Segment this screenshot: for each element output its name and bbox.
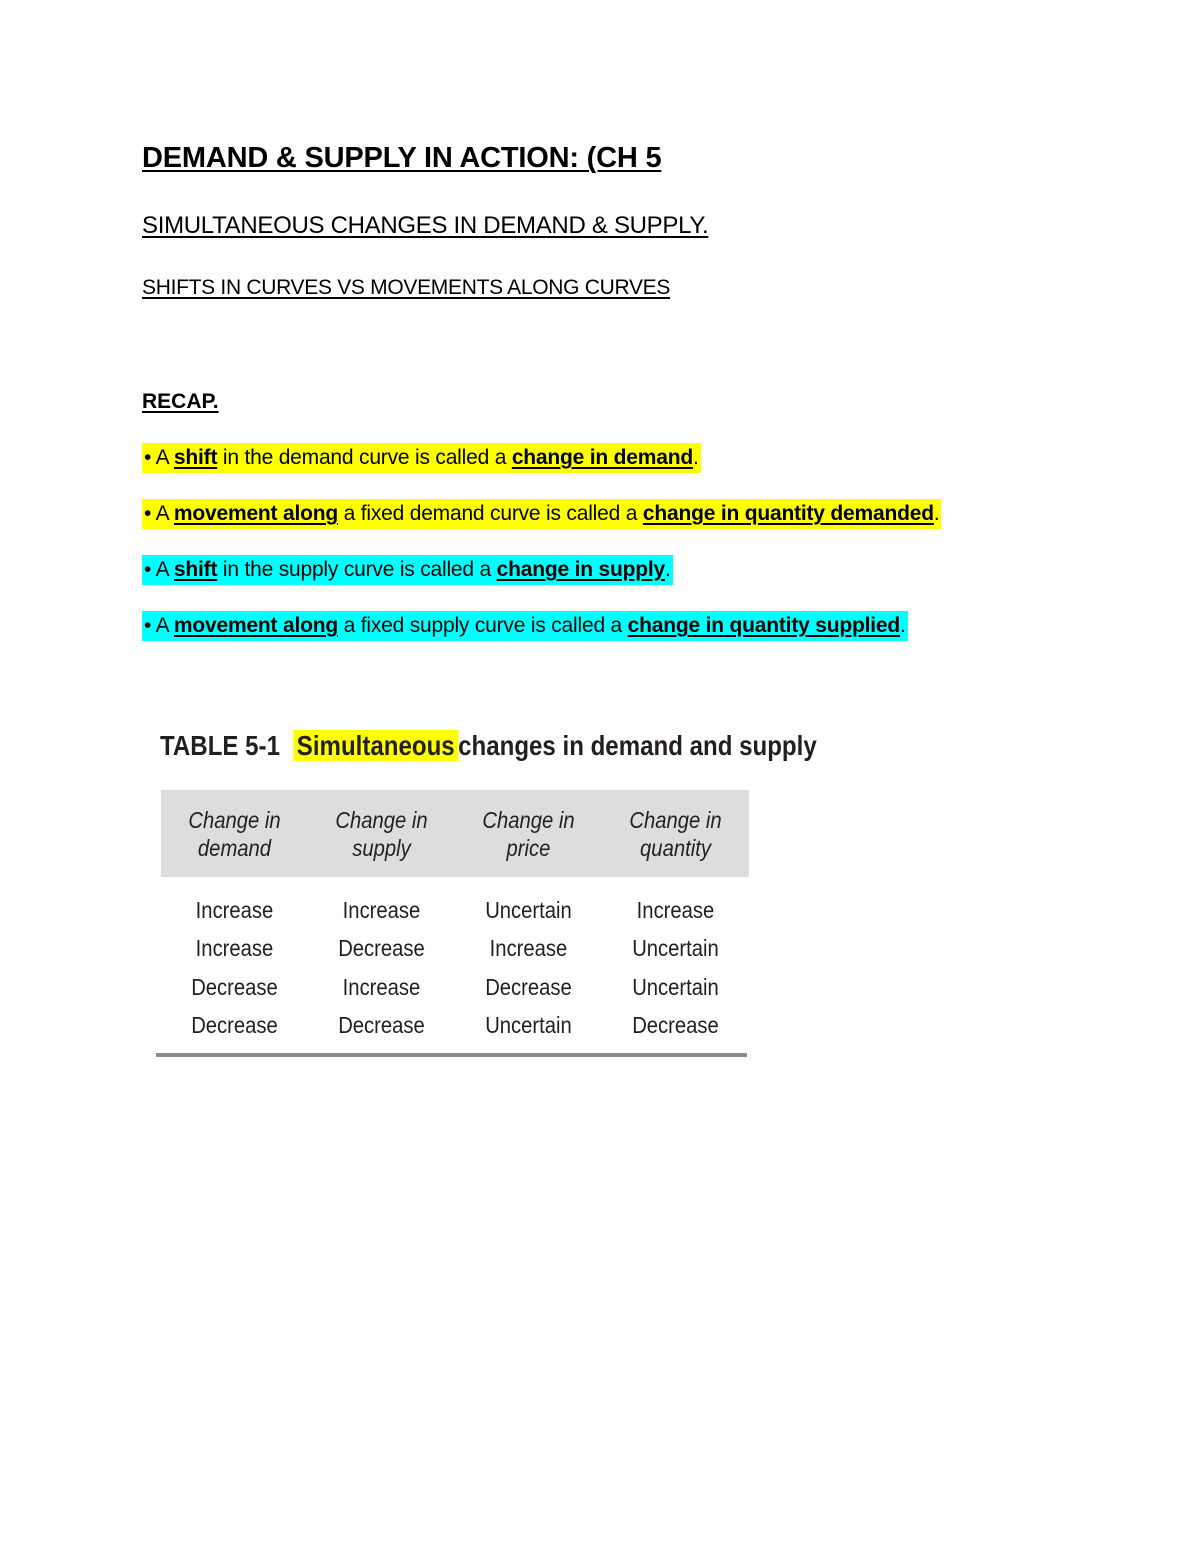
table-caption — [160, 730, 817, 762]
bullet-term: movement along — [173, 502, 338, 525]
bullet-prefix: • A — [144, 446, 174, 469]
bullet-suffix: . — [693, 446, 699, 469]
table-header-cell — [170, 806, 299, 862]
bullet-middle: a fixed supply curve is called a — [337, 614, 628, 637]
bullet-suffix: . — [899, 614, 906, 637]
table-cell: Increase — [342, 973, 421, 1000]
bullet-middle: in the supply curve is called a — [217, 558, 497, 581]
table-title-highlight: Simultaneous — [293, 730, 458, 761]
table-header-cell — [317, 806, 446, 862]
header-line: demand — [197, 834, 272, 861]
bullet-term: shift — [173, 558, 218, 581]
table-header-cell — [464, 806, 593, 862]
changes-table — [161, 790, 749, 1045]
table-cell: Uncertain — [632, 935, 719, 962]
recap-bullet-4 — [142, 611, 908, 641]
bullet-prefix: • A — [144, 502, 174, 525]
header-line: Change in — [629, 806, 722, 833]
table-cell: Increase — [489, 935, 568, 962]
page-subtitle: SIMULTANEOUS CHANGES IN DEMAND & SUPPLY. — [142, 212, 709, 239]
bullet-result: change in quantity supplied — [627, 614, 900, 637]
table-header-row — [161, 790, 749, 877]
table-row — [161, 891, 749, 930]
bullet-result: change in supply — [496, 558, 665, 581]
header-line: Change in — [188, 806, 281, 833]
table-cell: Increase — [342, 896, 421, 923]
table-row — [161, 1007, 749, 1046]
table-bottom-rule — [156, 1053, 747, 1057]
table-cell: Increase — [636, 896, 715, 923]
bullet-suffix: . — [664, 558, 671, 581]
page-subtitle-2: SHIFTS IN CURVES VS MOVEMENTS ALONG CURVES — [142, 276, 671, 299]
table-title-rest: changes in demand and supply — [458, 730, 817, 761]
table-cell: Decrease — [485, 973, 572, 1000]
table-cell: Decrease — [632, 1012, 719, 1039]
table-cell: Decrease — [191, 1012, 278, 1039]
table-header-cell — [611, 806, 740, 862]
recap-heading: RECAP. — [142, 390, 219, 413]
header-line: supply — [352, 834, 411, 861]
bullet-prefix: • A — [144, 614, 174, 637]
header-line: price — [506, 834, 551, 861]
table-cell: Uncertain — [632, 973, 719, 1000]
bullet-term: movement along — [173, 614, 338, 637]
header-line: Change in — [335, 806, 428, 833]
table-cell: Decrease — [338, 935, 425, 962]
table-row — [161, 930, 749, 969]
table-label: TABLE 5-1 — [160, 730, 280, 761]
table-cell: Increase — [195, 896, 274, 923]
recap-bullet-1 — [142, 443, 701, 473]
bullet-middle: in the demand curve is called a — [217, 446, 512, 469]
table-cell: Increase — [195, 935, 274, 962]
page-title: DEMAND & SUPPLY IN ACTION: (CH 5 — [142, 142, 662, 174]
recap-bullet-3 — [142, 555, 673, 585]
table-cell: Decrease — [191, 973, 278, 1000]
header-line: Change in — [482, 806, 575, 833]
bullet-result: change in demand — [511, 446, 693, 469]
bullet-result: change in quantity demanded — [642, 502, 934, 525]
bullet-middle: a fixed demand curve is called a — [337, 502, 643, 525]
table-cell: Decrease — [338, 1012, 425, 1039]
table-cell: Uncertain — [485, 896, 572, 923]
table-body — [161, 877, 749, 1045]
table-cell: Uncertain — [485, 1012, 572, 1039]
bullet-suffix: . — [933, 502, 940, 525]
header-line: quantity — [640, 834, 711, 861]
recap-bullet-2 — [142, 499, 941, 529]
table-row — [161, 968, 749, 1007]
bullet-term: shift — [173, 446, 218, 469]
bullet-prefix: • A — [144, 558, 174, 581]
